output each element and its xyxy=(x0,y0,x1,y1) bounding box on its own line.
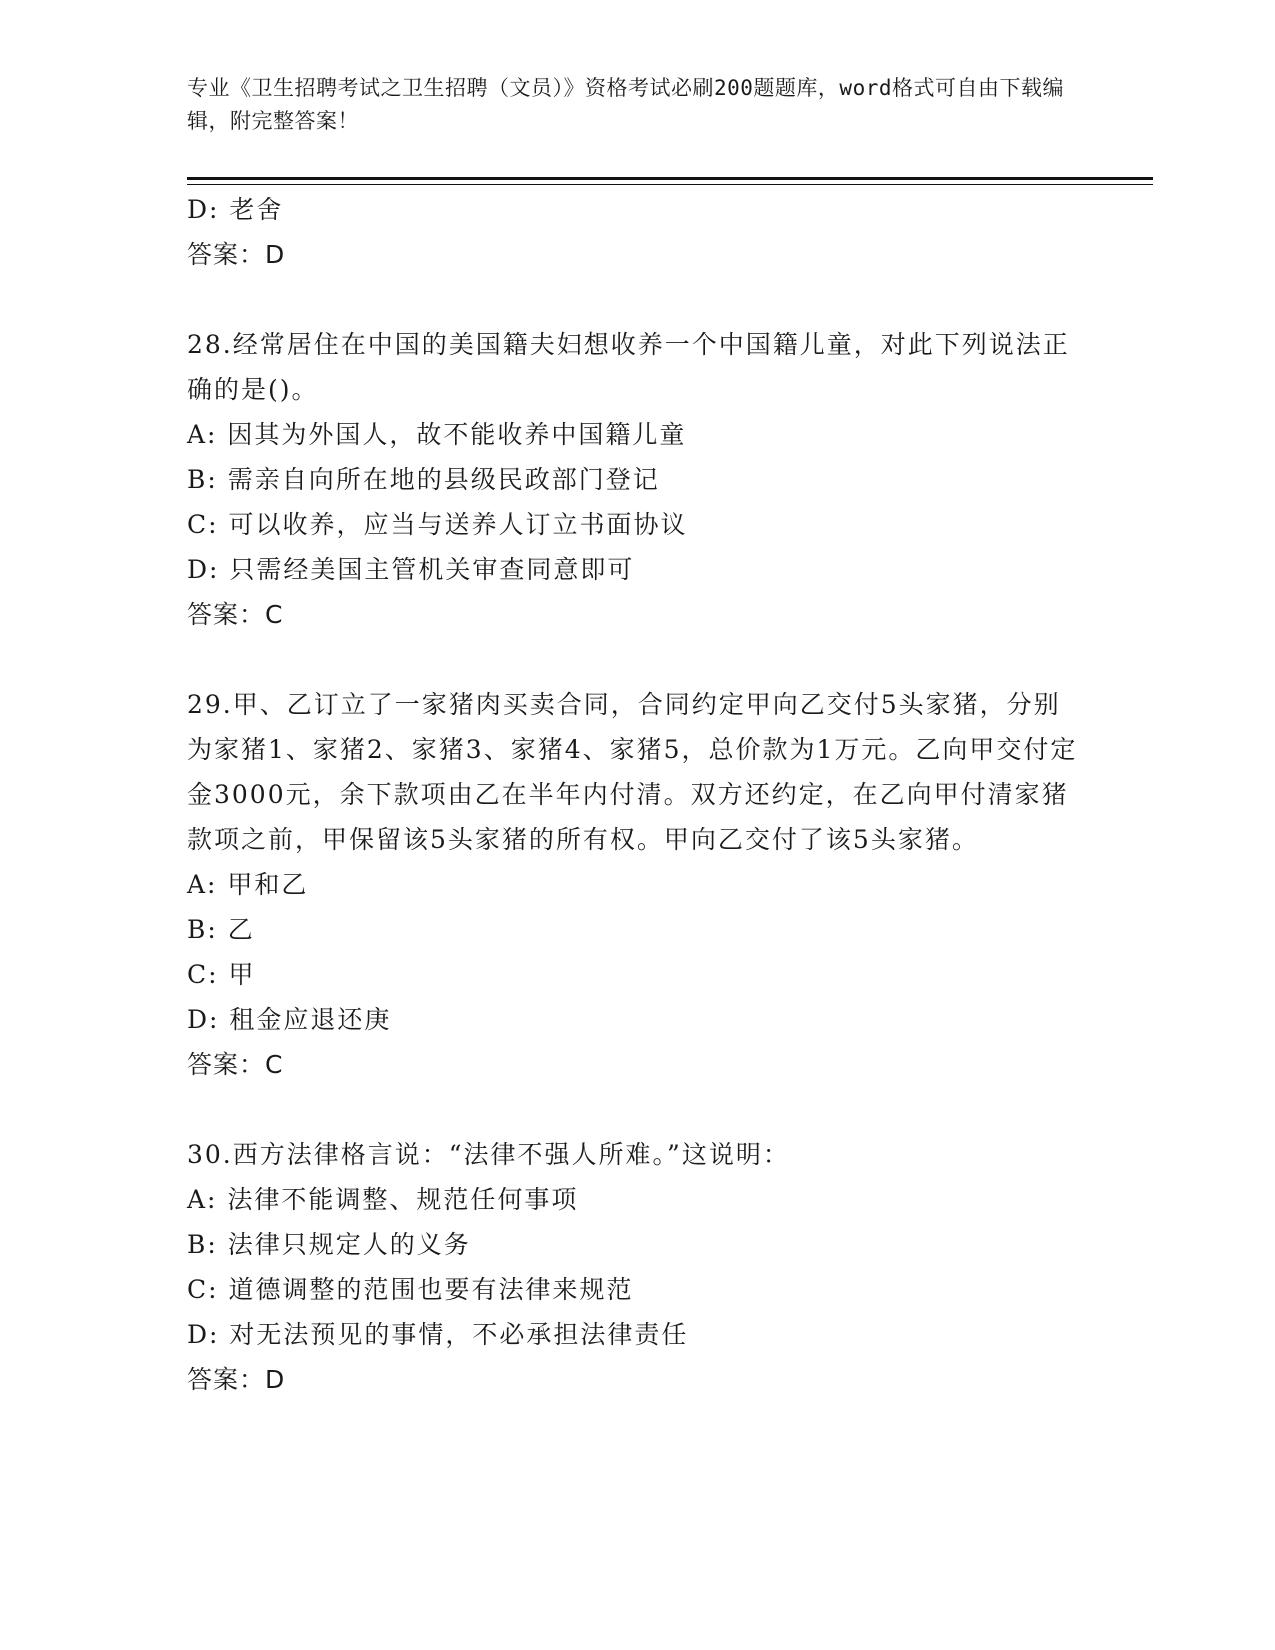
question-29 xyxy=(187,682,1087,1087)
question-stem: 29.甲、乙订立了一家猪肉买卖合同，合同约定甲向乙交付5头家猪，分别为家猪1、家猪2、家猪3、家猪4、家猪5，总价款为1万元。乙向甲交付定金3000元，余下款项由乙在半年内付清。双方还约定，在乙向甲付清家猪款项之前，甲保留该5头家猪的所有权。甲向乙交付了该5头家猪。 xyxy=(187,690,1078,854)
answer: 答案：C xyxy=(187,600,284,629)
option-b: B: 需亲自向所在地的县级民政部门登记 xyxy=(187,465,660,494)
option-a: A: 甲和乙 xyxy=(187,870,309,899)
option-a: A: 因其为外国人，故不能收养中国籍儿童 xyxy=(187,420,687,449)
spacer xyxy=(187,637,1087,682)
option-d: D: 只需经美国主管机关审查同意即可 xyxy=(187,555,635,584)
option-c: C: 甲 xyxy=(187,960,256,989)
spacer xyxy=(187,277,1087,322)
question-28 xyxy=(187,322,1087,637)
header-divider-thin xyxy=(187,184,1153,185)
option-c: C: 道德调整的范围也要有法律来规范 xyxy=(187,1275,634,1304)
question-stem: 30.西方法律格言说：“法律不强人所难。”这说明： xyxy=(187,1140,790,1169)
answer-prev: 答案：D xyxy=(187,240,286,269)
option-c: C: 可以收养，应当与送养人订立书面协议 xyxy=(187,510,688,539)
document-body xyxy=(187,187,1087,1402)
question-stem: 28.经常居住在中国的美国籍夫妇想收养一个中国籍儿童，对此下列说法正确的是()。 xyxy=(187,330,1070,404)
question-30 xyxy=(187,1132,1087,1402)
option-d: D: 对无法预见的事情，不必承担法律责任 xyxy=(187,1320,689,1349)
option-b: B: 乙 xyxy=(187,915,255,944)
option-d-prev: D: 老舍 xyxy=(187,195,284,224)
answer: 答案：D xyxy=(187,1365,286,1394)
option-a: A: 法律不能调整、规范任何事项 xyxy=(187,1185,579,1214)
answer: 答案：C xyxy=(187,1050,284,1079)
option-d: D: 租金应退还庚 xyxy=(187,1005,392,1034)
option-b: B: 法律只规定人的义务 xyxy=(187,1230,471,1259)
document-header: 专业《卫生招聘考试之卫生招聘（文员）》资格考试必刷200题题库，word格式可自由下载编辑，附完整答案！ xyxy=(187,76,1064,133)
header-divider-thick xyxy=(187,177,1153,180)
spacer xyxy=(187,1087,1087,1132)
